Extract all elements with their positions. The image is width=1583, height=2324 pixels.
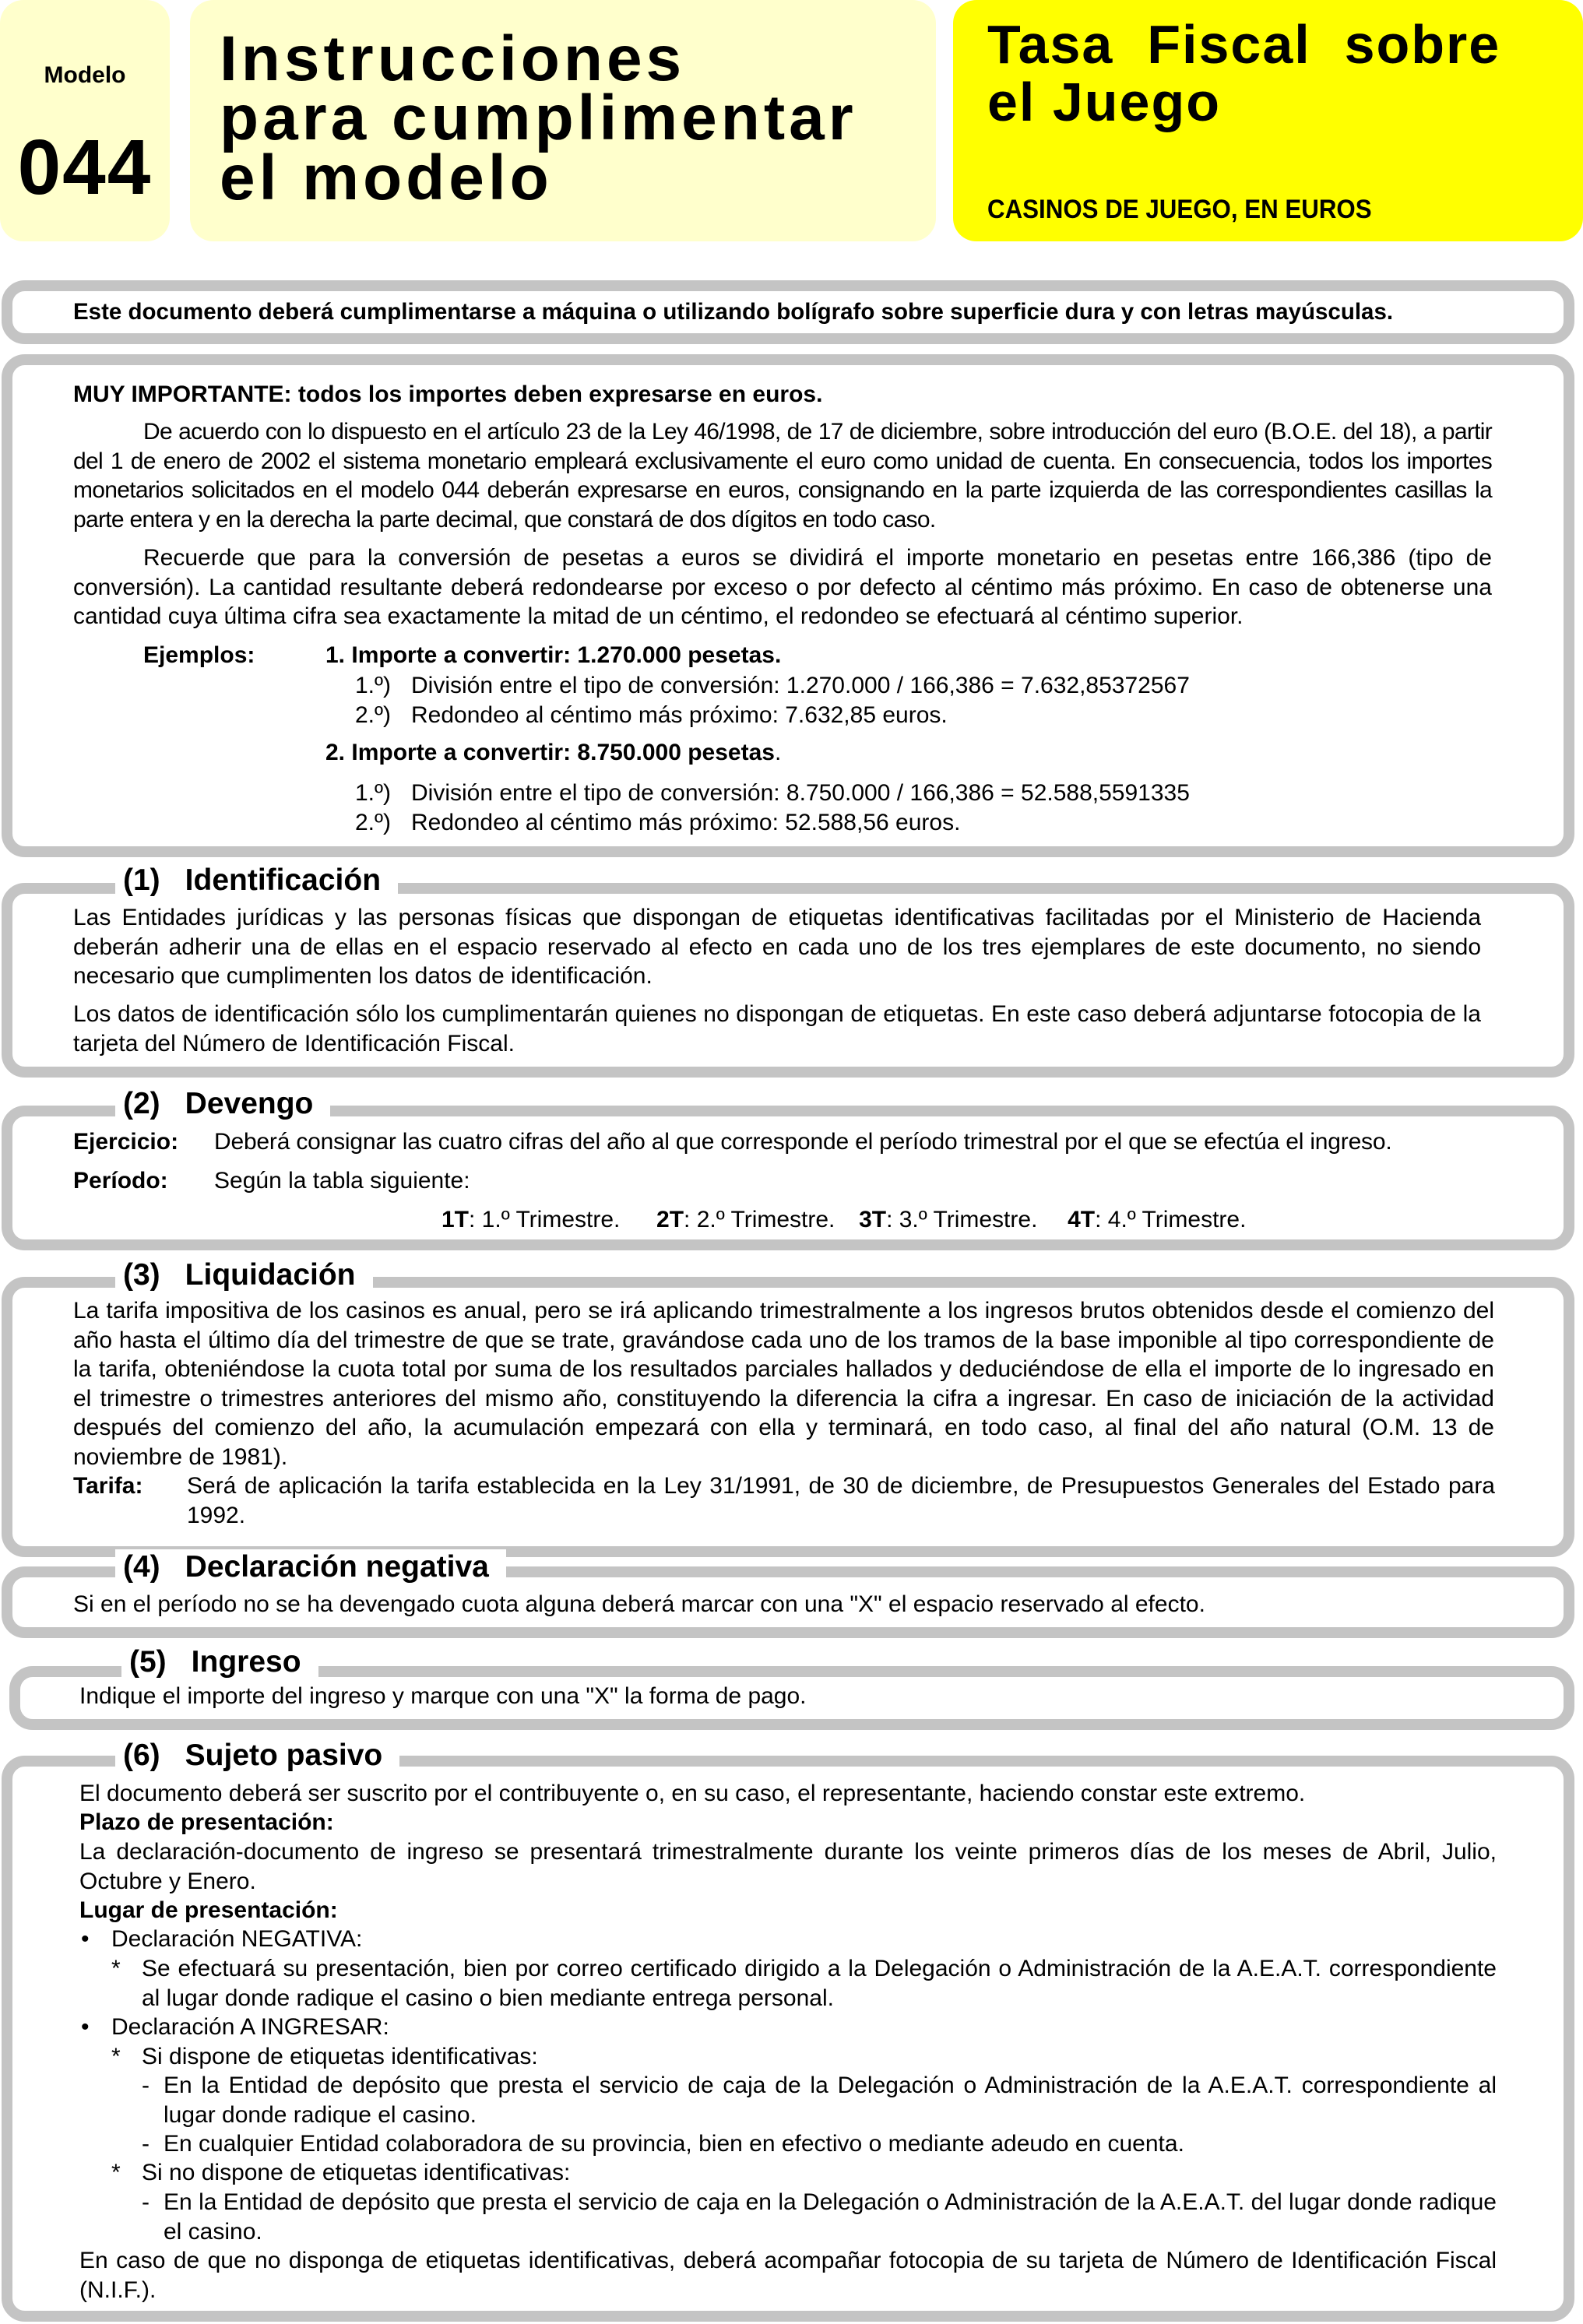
star-negativa: *	[111, 1956, 121, 1981]
important-para-2: Recuerde que para la conversión de pesetas a euros se dividirá el importe monetario en pesetas entre 166,386 (tipo de conversión). La cantidad resultante deberá redondearse por exceso o por defecto al céntimo más próximo. En caso de obtenerse una cantidad cuya última cifra sea exactamente la mitad de un céntimo, el redondeo se efectuará al céntimo superior.	[73, 545, 1492, 629]
tarifa-text: Será de aplicación la tarifa establecida en la Ley 31/1991, de 30 de diciembre, de Presupuestos Generales del Estado para 1992.	[187, 1473, 1495, 1528]
quarter-3-text: : 3.º Trimestre.	[886, 1207, 1038, 1232]
example-1-title: 1. Importe a convertir: 1.270.000 pesetas.	[325, 642, 782, 668]
section-5-title	[121, 1644, 318, 1680]
section-6-closing: En caso de que no disponga de etiquetas identificativas, deberá acompañar fotocopia de su tarjeta de Número de Identificación Fiscal (N.I.F.).	[79, 2248, 1497, 2303]
quarter-4-code: 4T	[1068, 1207, 1096, 1232]
section-4-para-1: Si en el período no se ha devengado cuota alguna deberá marcar con una "X" el espacio reservado al efecto.	[73, 1591, 1205, 1617]
quarter-3-code: 3T	[859, 1207, 887, 1232]
tax-title	[987, 16, 1500, 131]
page-title	[220, 23, 857, 213]
example-2-step-2: Redondeo al céntimo más próximo: 52.588,56 euros.	[411, 810, 961, 835]
section-1-title	[115, 863, 398, 898]
quarter-1	[441, 1207, 620, 1232]
negativa-item: Se efectuará su presentación, bien por correo certificado dirigido a la Delegación o Administración de la A.E.A.T. correspondiente al lugar donde radique el casino o bien mediante entrega personal.	[142, 1956, 1497, 2011]
section-2-heading: Devengo	[185, 1087, 314, 1120]
section-2-number: (2)	[123, 1087, 160, 1120]
title-line-2: para cumplimentar	[220, 83, 857, 154]
quarter-4	[1068, 1207, 1246, 1232]
important-heading: MUY IMPORTANTE: todos los importes deben expresarse en euros.	[73, 381, 823, 407]
quarter-3	[859, 1207, 1037, 1232]
tax-subtitle: CASINOS DE JUEGO, EN EUROS	[987, 195, 1372, 224]
important-para-1: De acuerdo con lo dispuesto en el artículo 23 de la Ley 46/1998, de 17 de diciembre, sobre introducción del euro (B.O.E. del 18), a partir del 1 de enero de 2002 el sistema monetario empleará exclusivamente el euro como unidad de cuenta. En consecuencia, todos los importes monetarios solicitados en el modelo 044 deberán expresarse en euros, consignando en la parte izquierda de las correspondientes casillas la parte entera y en la derecha la parte decimal, que constará de dos dígitos en todo caso.	[73, 419, 1492, 533]
modelo-number: 044	[17, 124, 153, 211]
quarter-1-code: 1T	[441, 1207, 470, 1232]
section-5-number: (5)	[129, 1645, 167, 1679]
sin-etiquetas-label: Si no dispone de etiquetas identificativas:	[142, 2160, 571, 2185]
section-6-number: (6)	[123, 1739, 160, 1772]
plazo-label: Plazo de presentación:	[79, 1809, 334, 1835]
example-2-title-text: 2. Importe a convertir: 8.750.000 pesetas	[325, 740, 775, 765]
periodo-label: Período:	[73, 1168, 168, 1194]
periodo-text: Según la tabla siguiente:	[214, 1168, 470, 1194]
bullet-ingresar: •	[81, 2014, 90, 2040]
section-3-para-1: La tarifa impositiva de los casinos es anual, pero se irá aplicando trimestralmente a los ingresos brutos obtenidos desde el comienzo del año hasta el último día del trimestre de que se trate, gravándose cada uno de los tramos de la base imponible al tipo correspondiente de la tarifa, obteniéndose la cuota total por suma de los resultados parciales hallados y deduciéndose de ella el importe de lo ingresado en el trimestre o trimestres anteriores del mismo año, constituyendo la diferencia la cifra a ingresar. En caso de iniciación de la actividad después del comienzo del año, la acumulación empezará con ella y terminará, en todo caso, al final del año natural (O.M. 13 de noviembre de 1981).	[73, 1298, 1494, 1470]
lugar-label: Lugar de presentación:	[79, 1897, 338, 1923]
section-1-para-2: Los datos de identificación sólo los cumplimentarán quienes no dispongan de etiquetas. En este caso deberá adjuntarse fotocopia de la tarjeta del Número de Identificación Fiscal.	[73, 1001, 1481, 1057]
quarter-4-text: : 4.º Trimestre.	[1095, 1207, 1247, 1232]
notice-text: Este documento deberá cumplimentarse a máquina o utilizando bolígrafo sobre superficie dura y con letras mayúsculas.	[73, 299, 1394, 325]
negativa-label: Declaración NEGATIVA:	[111, 1926, 363, 1952]
section-6-para-1: El documento deberá ser suscrito por el contribuyente o, en su caso, el representante, haciendo constar este extremo.	[79, 1781, 1306, 1806]
con-etiquetas-label: Si dispone de etiquetas identificativas:	[142, 2044, 538, 2069]
example-1-step-1-num: 1.º)	[355, 673, 391, 698]
section-1-para-1: Las Entidades jurídicas y las personas físicas que dispongan de etiquetas identificativas facilitadas por el Ministerio de Hacienda deberán adherir una de ellas en el espacio reservado al efecto en cada uno de los tres ejemplares de este documento, no siendo necesario que cumplimenten los datos de identificación.	[73, 905, 1481, 989]
example-1-step-1: División entre el tipo de conversión: 1.270.000 / 166,386 = 7.632,85372567	[411, 673, 1190, 698]
section-3-number: (3)	[123, 1258, 160, 1292]
ingresar-label: Declaración A INGRESAR:	[111, 2014, 389, 2040]
title-line-1: Instrucciones	[220, 23, 686, 94]
section-2-title	[115, 1086, 330, 1122]
section-4-heading: Declaración negativa	[185, 1550, 489, 1584]
quarter-2-code: 2T	[656, 1207, 684, 1232]
ejercicio-label: Ejercicio:	[73, 1129, 179, 1155]
section-5-heading: Ingreso	[191, 1645, 301, 1679]
example-2-step-1: División entre el tipo de conversión: 8.750.000 / 166,386 = 52.588,5591335	[411, 780, 1190, 806]
ejercicio-text: Deberá consignar las cuatro cifras del año al que corresponde el período trimestral por el que se efectúa el ingreso.	[214, 1129, 1392, 1155]
section-1-heading: Identificación	[185, 863, 382, 897]
quarter-2	[656, 1207, 835, 1232]
example-2-title	[325, 738, 781, 768]
title-line-3: el modelo	[220, 142, 553, 213]
con-etiquetas-item-1: En la Entidad de depósito que presta el servicio de caja de la Delegación o Administración de la A.E.A.T. correspondiente al lugar donde radique el casino.	[164, 2073, 1497, 2128]
section-3-heading: Liquidación	[185, 1258, 356, 1292]
example-1-step-2-num: 2.º)	[355, 702, 391, 728]
section-4-number: (4)	[123, 1550, 160, 1584]
quarter-table	[441, 1205, 1246, 1235]
section-6-title	[115, 1738, 399, 1774]
quarter-1-text: : 1.º Trimestre.	[469, 1207, 621, 1232]
plazo-text: La declaración-documento de ingreso se presentará trimestralmente durante los veinte primeros días de los meses de Abril, Julio, Octubre y Enero.	[79, 1839, 1497, 1894]
dash-sin-1: -	[142, 2189, 150, 2215]
quarter-2-text: : 2.º Trimestre.	[684, 1207, 835, 1232]
tax-title-line-1: Tasa Fiscal sobre	[987, 14, 1501, 75]
section-1-number: (1)	[123, 863, 160, 897]
tarifa-label: Tarifa:	[73, 1473, 143, 1499]
section-5-para-1: Indique el importe del ingreso y marque con una "X" la forma de pago.	[79, 1683, 807, 1709]
example-2-step-1-num: 1.º)	[355, 780, 391, 806]
con-etiquetas-item-2: En cualquier Entidad colaboradora de su provincia, bien en efectivo o mediante adeudo en cuenta.	[164, 2131, 1184, 2157]
section-3-title	[115, 1257, 373, 1293]
example-2-step-2-num: 2.º)	[355, 810, 391, 835]
tax-title-line-2: el Juego	[987, 72, 1221, 133]
star-con-etiquetas: *	[111, 2044, 121, 2069]
modelo-label: Modelo	[44, 62, 126, 88]
bullet-negativa: •	[81, 1926, 90, 1952]
dash-con-2: -	[142, 2131, 150, 2157]
star-sin-etiquetas: *	[111, 2160, 121, 2185]
example-2-title-end: .	[774, 740, 782, 765]
section-6-heading: Sujeto pasivo	[185, 1739, 383, 1772]
dash-con-1: -	[142, 2073, 150, 2098]
sin-etiquetas-item-1: En la Entidad de depósito que presta el servicio de caja en la Delegación o Administración de la A.E.A.T. del lugar donde radique el casino.	[164, 2189, 1497, 2245]
section-4-title	[115, 1549, 506, 1585]
example-1-step-2: Redondeo al céntimo más próximo: 7.632,85 euros.	[411, 702, 948, 728]
examples-label: Ejemplos:	[143, 642, 255, 668]
